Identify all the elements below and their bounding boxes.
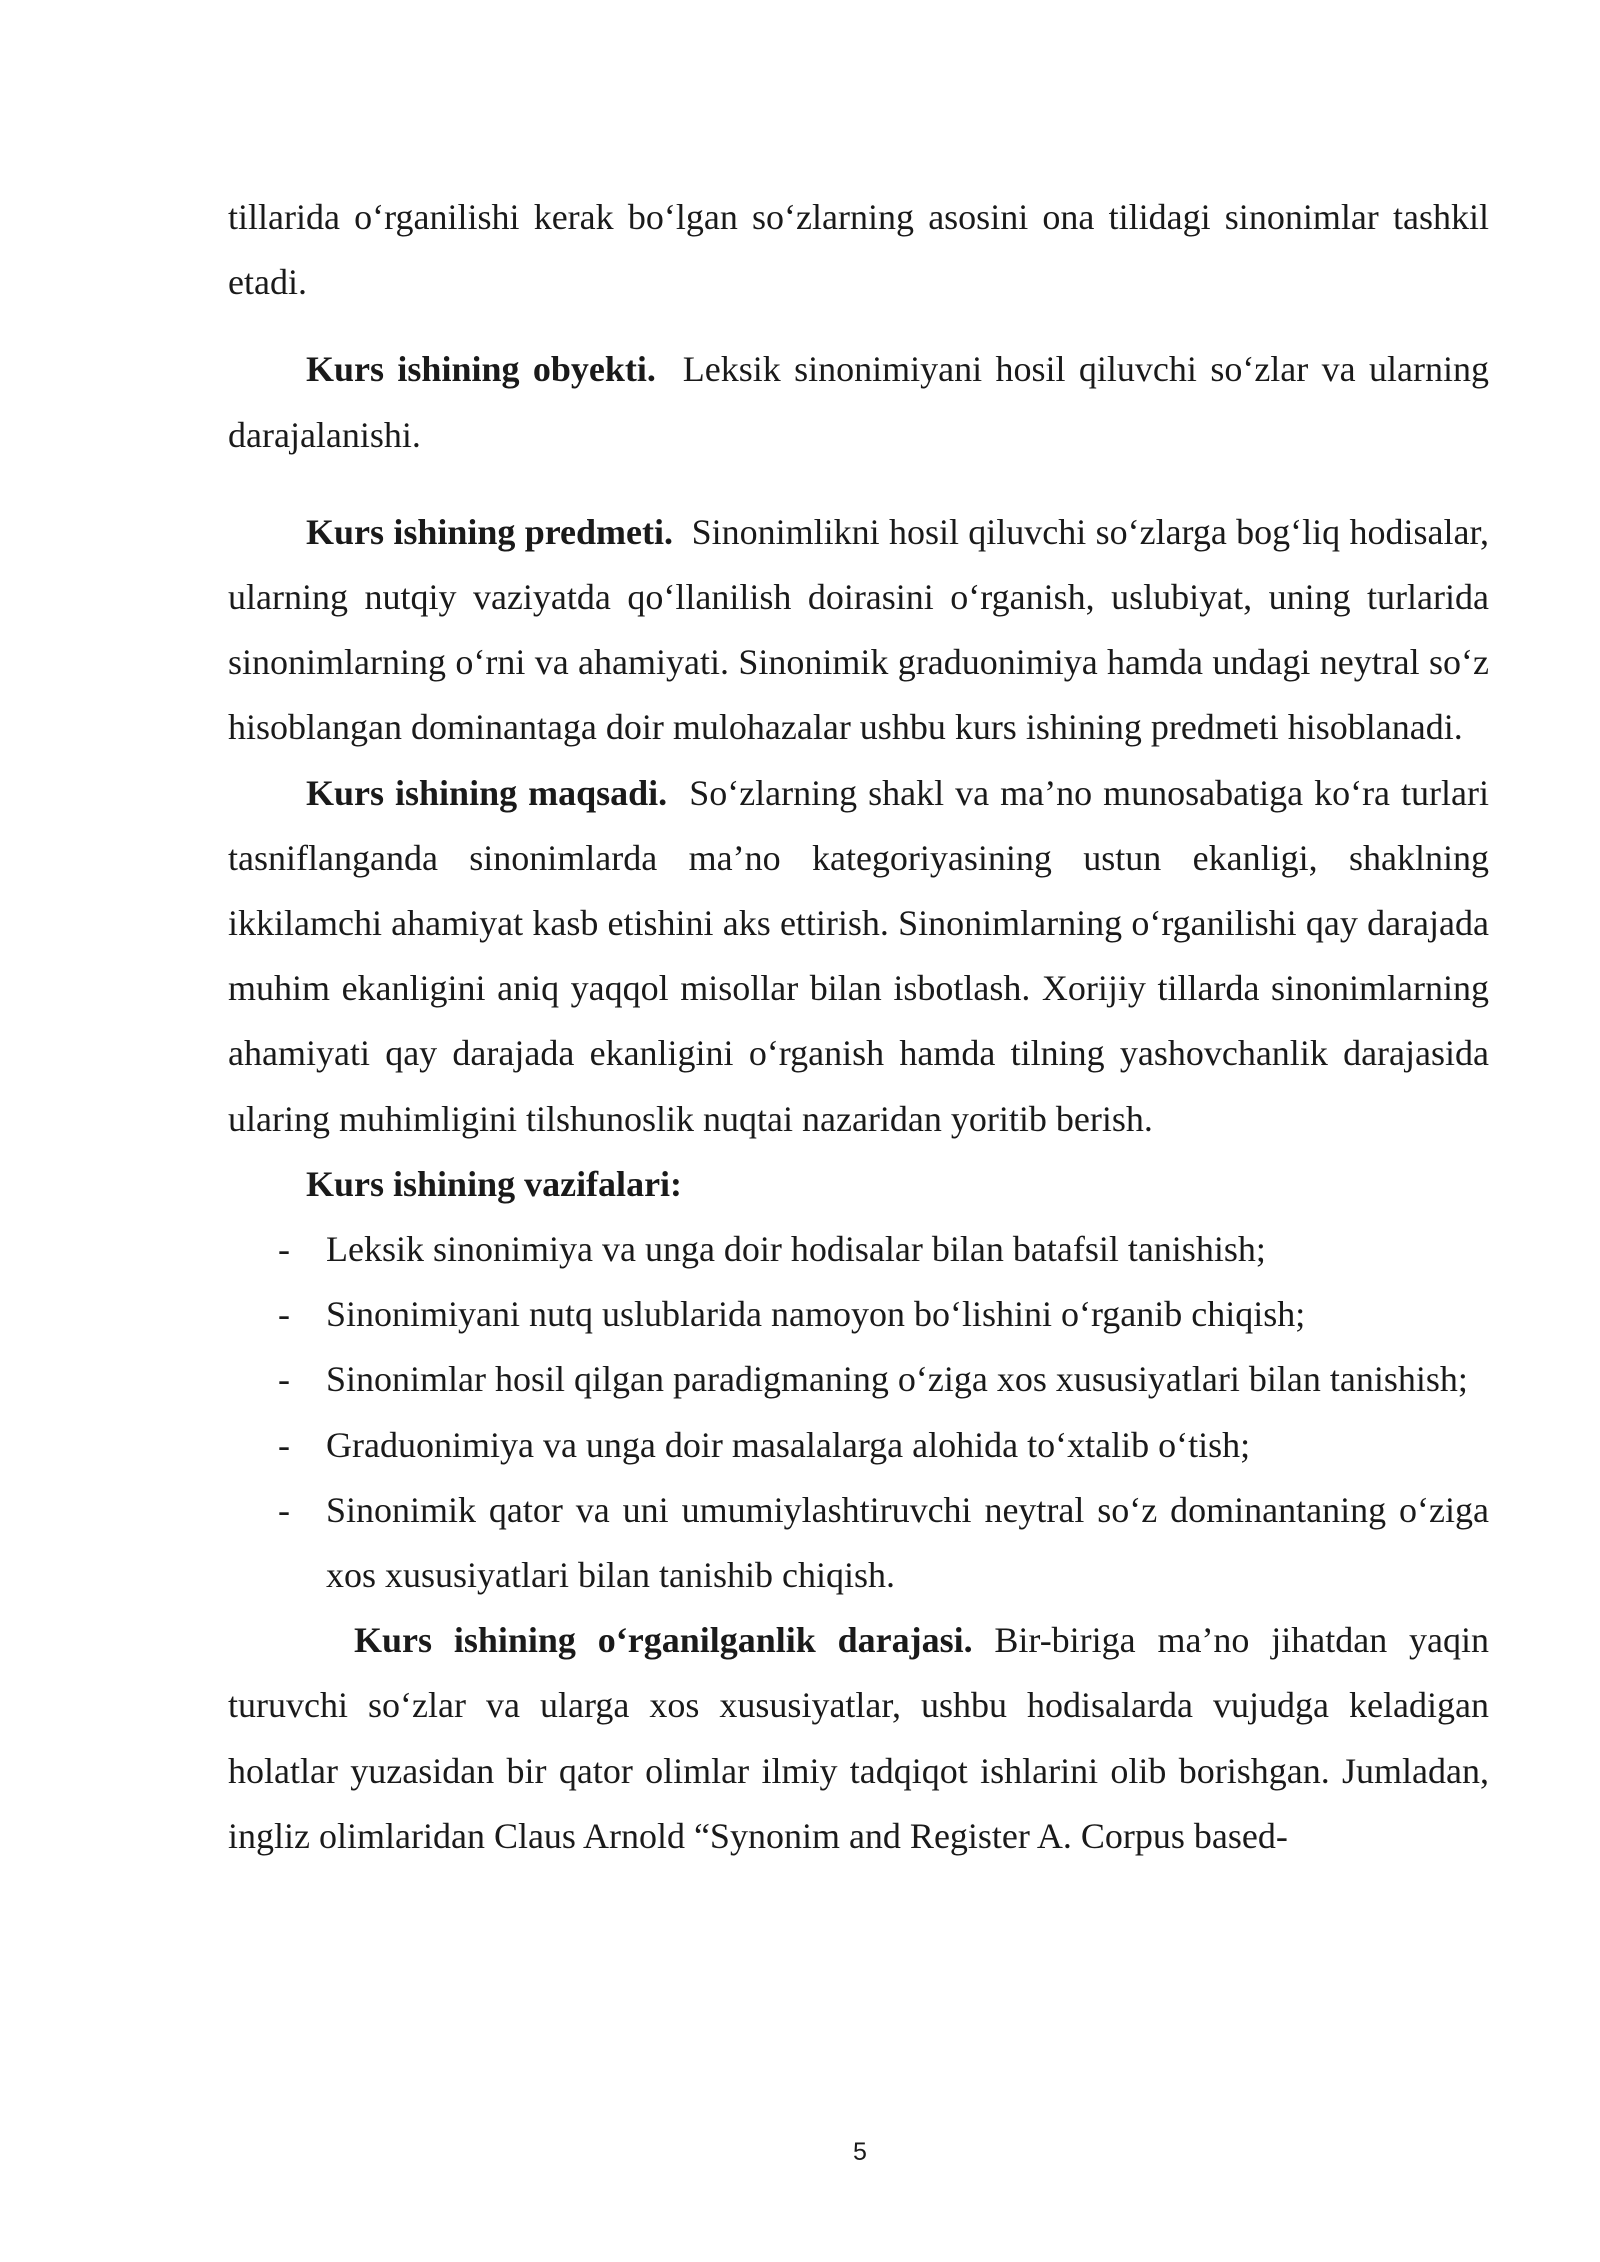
list-item <box>228 1282 1489 1347</box>
object-text: Leksik sinonimiyani hosil qiluvchi so‘zlar va ularning darajalanishi. <box>228 349 1490 455</box>
list-item-text: Leksik sinonimiya va unga doir hodisalar bilan batafsil tanishish; <box>326 1229 1266 1270</box>
list-item-text: Graduonimiya va unga doir masalalarga alohida to‘xtalib o‘tish; <box>326 1424 1251 1465</box>
study-degree-heading: Kurs ishining o‘rganilganlik darajasi. <box>354 1620 973 1661</box>
list-item-text: Sinonimiyani nutq uslublarida namoyon bo‘lishini o‘rganib chiqish; <box>326 1294 1306 1335</box>
tasks-heading-paragraph <box>228 1152 1489 1217</box>
list-item-text: Sinonimik qator va uni umumiylashtiruvchi neytral so‘z dominantaning o‘ziga xos xususiyatlari bilan tanishib chiqish. <box>326 1489 1489 1596</box>
list-bullet: - <box>278 1359 290 1400</box>
list-item <box>228 1478 1489 1608</box>
goal-heading: Kurs ishining maqsadi. <box>306 772 668 813</box>
subject-heading: Kurs ishining predmeti. <box>306 511 674 552</box>
goal-text: So‘zlarning shakl va ma’no munosabatiga ko‘ra turlari tasniflanganda sinonimlarda ma’no kategoriyasining ustun ekanligi, shaklning ikkilamchi ahamiyat kasb etishini aks ettirish. Sinonimlarning o‘rganilishi qay darajada muhim ekanligini aniq yaqqol misollar bilan isbotlash. Xorijiy tillarda sinonimlarning ahamiyati qay darajada ekanligini o‘rganish hamda tilning yashovchanlik darajasida ularing muhimligini tilshunoslik nuqtai nazaridan yoritib berish. <box>228 772 1490 1139</box>
goal-paragraph <box>228 761 1489 1152</box>
tasks-heading: Kurs ishining vazifalari: <box>306 1163 683 1204</box>
list-bullet: - <box>278 1489 290 1530</box>
object-paragraph <box>228 337 1489 467</box>
subject-text: Sinonimlikni hosil qiluvchi so‘zlarga bog‘liq hodisalar, ularning nutqiy vaziyatda qo‘llanilish doirasini o‘rganish, uslubiyat, uning turlarida sinonimlarning o‘rni va ahamiyati. Sinonimik graduonimiya hamda undagi neytral so‘z hisoblangan dominantaga doir mulohazalar ushbu kurs ishining predmeti hisoblanadi. <box>228 511 1489 748</box>
study-degree-paragraph <box>228 1608 1489 1869</box>
page-number: 5 <box>853 2138 867 2166</box>
list-item <box>228 1217 1489 1282</box>
intro-paragraph: tillarida o‘rganilishi kerak bo‘lgan so‘zlarning asosini ona tilidagi sinonimlar tashkil etadi. <box>228 197 1489 303</box>
tasks-list <box>228 1217 1489 1608</box>
list-item-text: Sinonimlar hosil qilgan paradigmaning o‘ziga xos xususiyatlari bilan tanishish; <box>326 1359 1468 1400</box>
list-bullet: - <box>278 1294 290 1335</box>
subject-paragraph <box>228 500 1489 761</box>
list-item <box>228 1347 1489 1412</box>
list-bullet: - <box>278 1229 290 1270</box>
object-heading: Kurs ishining obyekti. <box>306 349 656 390</box>
list-bullet: - <box>278 1424 290 1465</box>
document-page <box>228 185 1489 1869</box>
list-item <box>228 1413 1489 1478</box>
study-degree-text: Bir-biriga ma’no jihatdan yaqin turuvchi so‘zlar va ularga xos xususiyatlar, ushbu hodisalarda vujudga keladigan holatlar yuzasidan bir qator olimlar ilmiy tadqiqot ishlarini olib borishgan. Jumladan, ingliz olimlaridan Claus Arnold “Synonim and Register A. Corpus based- <box>228 1620 1490 1856</box>
